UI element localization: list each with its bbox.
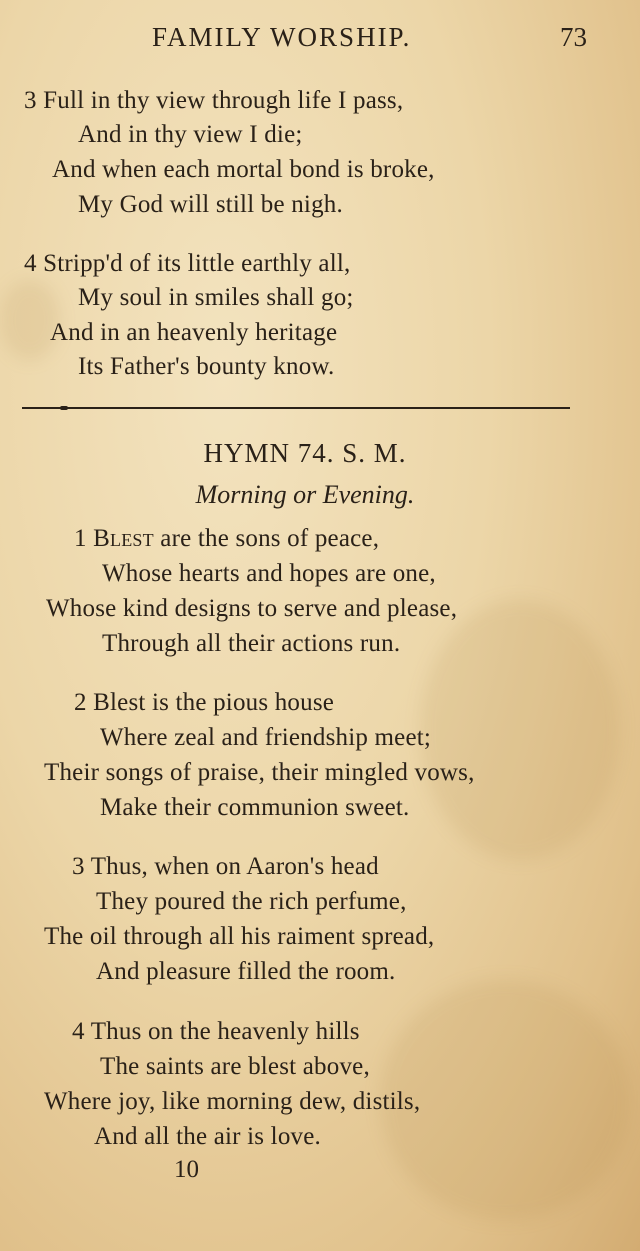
verse-line: 3 Full in thy view through life I pass, [24,87,404,114]
verse-line: 4 Thus on the heavenly hills [72,1018,360,1045]
hymn-title: HYMN 74. S. M. [203,438,407,468]
verse-line: And all the air is love. [94,1123,321,1150]
verse-line: Their songs of praise, their mingled vows, [44,759,475,786]
verse-line: Where zeal and friendship meet; [100,724,432,751]
drop-word: Blest [93,525,154,552]
verse-line: 4 Stripp'd of its little earthly all, [24,250,351,277]
page-header [0,22,640,62]
verse-line: Where joy, like morning dew, distils, [44,1088,421,1115]
verse-line-rest: are the sons of peace, [153,525,380,552]
verse-line [74,524,379,554]
verse-line: And when each mortal bond is broke, [52,156,435,183]
stanza-number: 1 [74,525,87,552]
paper-stain [420,600,620,860]
verse-line: And pleasure filled the room. [96,958,396,985]
hymn-subtitle: Morning or Evening. [195,480,415,509]
signature-mark: 10 [174,1156,199,1183]
verse-line: My soul in smiles shall go; [78,284,354,311]
verse-line: Through all their actions run. [102,630,401,657]
verse-line: 3 Thus, when on Aaron's head [72,853,379,880]
verse-line: And in thy view I die; [78,121,303,148]
verse-line: My God will still be nigh. [78,191,343,218]
verse-line: The oil through all his raiment spread, [44,923,435,950]
verse-line: And in an heavenly heritage [50,319,338,346]
verse-line: Whose hearts and hopes are one, [102,560,436,587]
verse-line: The saints are blest above, [100,1053,370,1080]
verse-line: Its Father's bounty know. [78,353,335,380]
verse-line: They poured the rich perfume, [96,888,407,915]
running-title: FAMILY WORSHIP. [152,22,412,52]
verse-line: Whose kind designs to serve and please, [46,595,458,622]
page-number: 73 [560,22,587,52]
verse-line: 2 Blest is the pious house [74,689,335,716]
verse-line: Make their communion sweet. [100,794,410,821]
section-divider [22,407,570,409]
